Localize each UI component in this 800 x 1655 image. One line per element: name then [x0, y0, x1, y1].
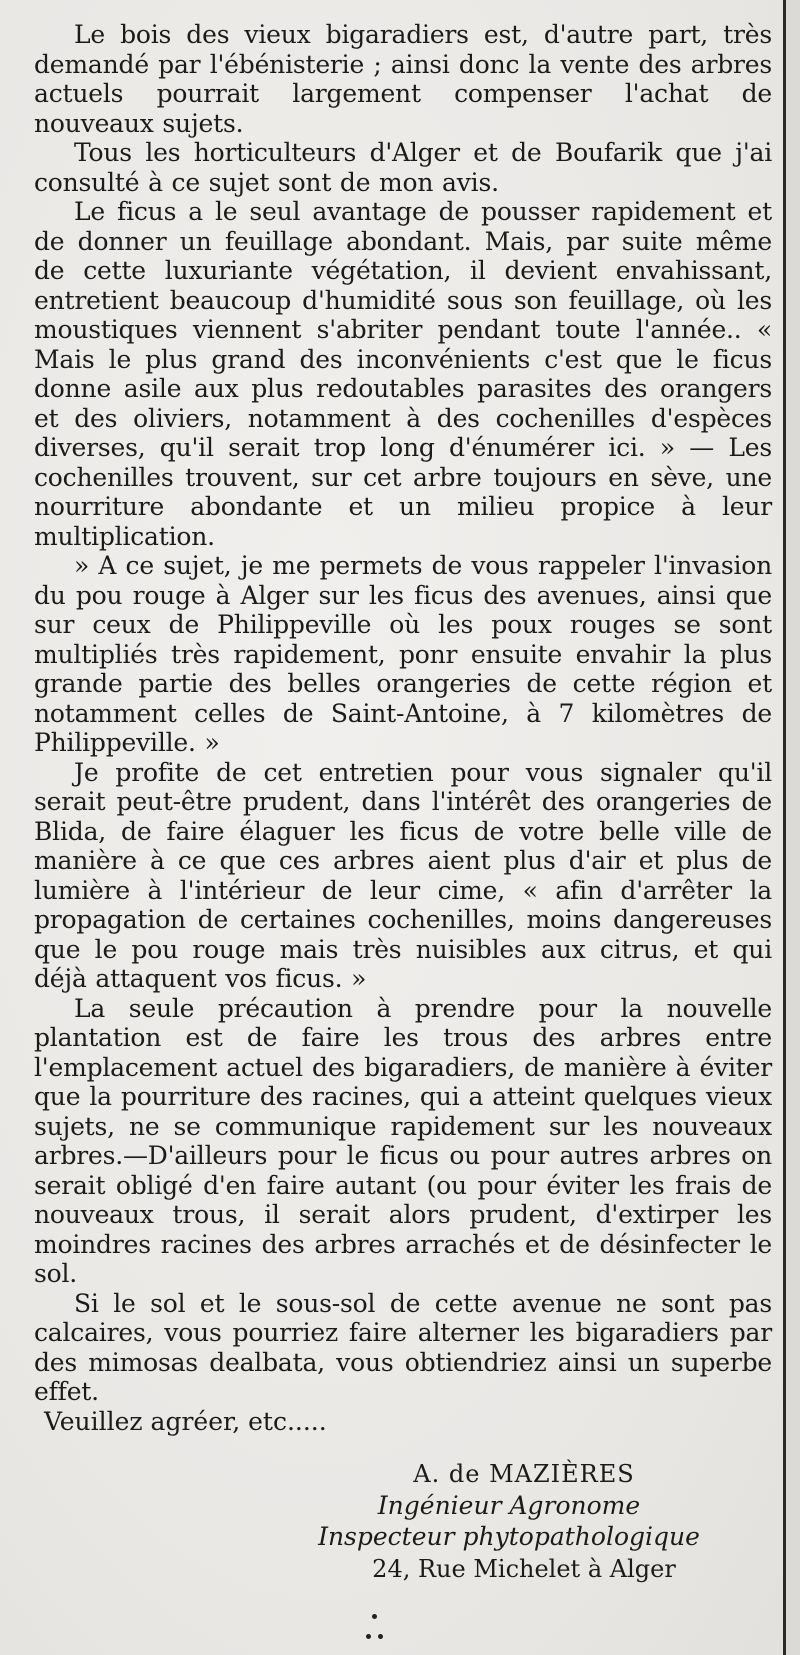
paragraph-ficus: Le ficus a le seul avantage de pousser rapidement et de donner un feuillage abondant. Mais, par suite même de cette luxuriante végétation, il devient envahissant, entretient beaucoup d'humidité sous son feuillage, où les moustiques viennent s'abriter pendant toute l'année.. « Mais le plus grand des inconvénients c'est que le ficus donne asile aux plus redoutables parasites des orangers et des oliviers, notamment à des cochenilles d'espèces diverses, qu'il serait trop long d'énumérer ici. » — Les cochenilles trouvent, sur cet arbre toujours en sève, une nourriture abondante et un milieu propice à leur multiplication. [34, 197, 772, 551]
signature-title-inspecteur: Inspecteur phytopathologique [318, 1522, 700, 1551]
article-column [34, 20, 772, 1586]
signature-address: 24, Rue Michelet à Alger [372, 1555, 676, 1583]
section-separator-icon [356, 1610, 396, 1650]
paragraph-mimosas: Si le sol et le sous-sol de cette avenue ne sont pas calcaires, vous pourriez faire alterner les bigaradiers par des mimosas dealbata, vous obtiendriez ainsi un superbe effet. [34, 1288, 772, 1406]
paragraph-ebenisterie: Le bois des vieux bigaradiers est, d'autre part, très demandé par l'ébénisterie ; ainsi donc la vente des arbres actuels pourrait largement compenser l'achat de nouveaux sujets. [34, 20, 772, 138]
closing-line: Veuillez agréer, etc..... [44, 1406, 327, 1436]
paragraph-horticulteurs: Tous les horticulteurs d'Alger et de Boufarik que j'ai consulté à ce sujet sont de mon avis. [34, 138, 772, 197]
signature-name: A. de MAZIÈRES [413, 1460, 635, 1488]
signature-block [274, 1458, 744, 1586]
paragraph-blida: Je profite de cet entretien pour vous signaler qu'il serait peut-être prudent, dans l'intérêt des orangeries de Blida, de faire élaguer les ficus de votre belle ville de manière à ce que ces arbres aient plus d'air et plus de lumière à l'intérieur de leur cime, « afin d'arrêter la propagation de certaines cochenilles, moins dangereuses que le pou rouge mais très nuisibles aux citrus, et qui déjà attaquent vos ficus. » [34, 757, 772, 993]
signature-title-agronome: Ingénieur Agronome [377, 1491, 641, 1520]
paragraph-pou-rouge: » A ce sujet, je me permets de vous rappeler l'invasion du pou rouge à Alger sur les ficus des avenues, ainsi que sur ceux de Philippeville où les poux rouges se sont multipliés très rapidement, ponr ensuite envahir la plus grande partie des belles orangeries de cette région et notamment celles de Saint-Antoine, à 7 kilomètres de Philippeville. » [34, 551, 772, 757]
adjacent-column-edge [786, 0, 800, 1655]
paragraph-precaution: La seule précaution à prendre pour la nouvelle plantation est de faire les trous des arbres entre l'emplacement actuel des bigaradiers, de manière à éviter que la pourriture des racines, qui a atteint quelques vieux sujets, ne se communique rapidement sur les nouveaux arbres.—D'ailleurs pour le ficus ou pour autres arbres on serait obligé d'en faire autant (ou pour éviter les frais de nouveaux trous, il serait alors prudent, d'extirper les moindres racines des arbres arrachés et de désinfecter le sol. [34, 993, 772, 1288]
